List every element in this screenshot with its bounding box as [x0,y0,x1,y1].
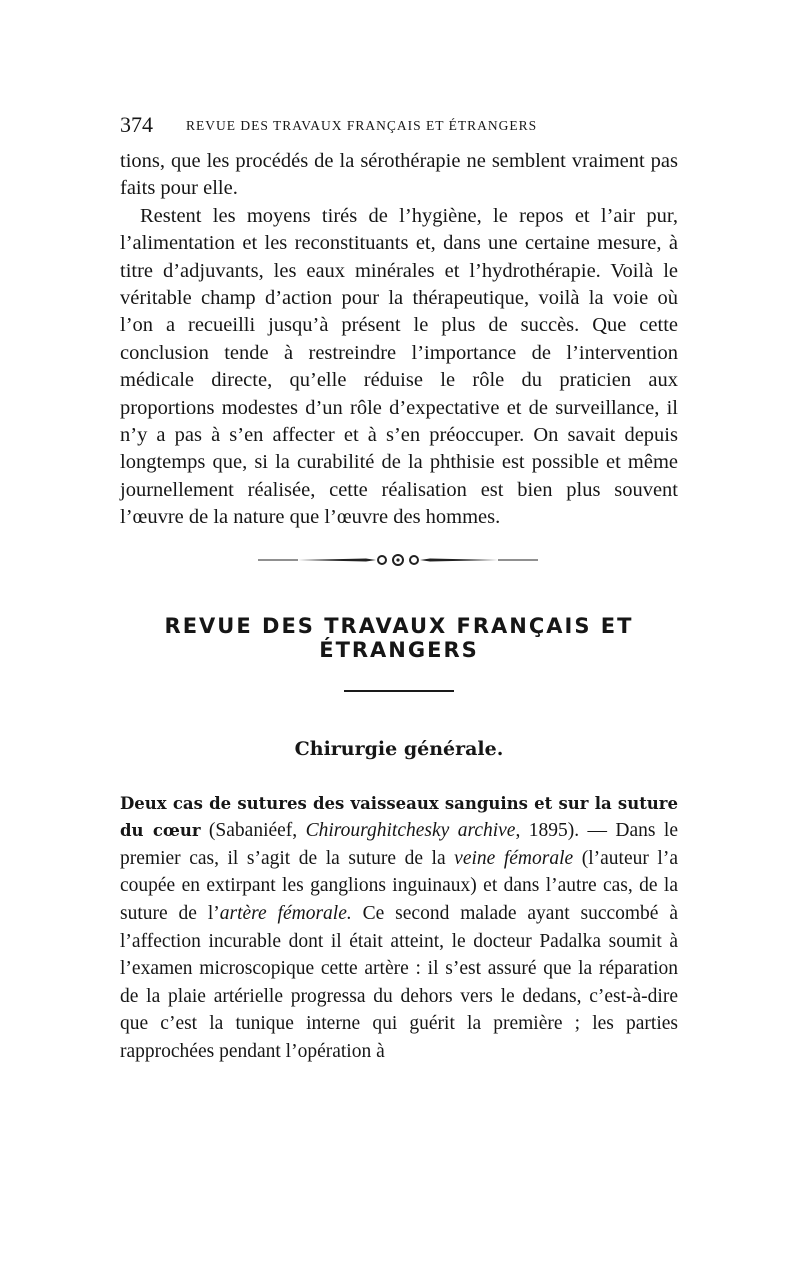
subsection-title: Chirurgie générale. [294,737,504,760]
running-head: REVUE DES TRAVAUX FRANÇAIS ET ÉTRANGERS [186,118,538,133]
ornamental-divider [120,552,678,568]
ornament-flourish-icon [258,552,538,568]
entry-text-1: , 1895). — Dans le premier cas, il s’agit de la suture de la [120,820,678,869]
section-rule [344,690,454,692]
section-title: REVUE DES TRAVAUX FRANÇAIS ET ÉTRANGERS [164,613,634,662]
entry-text-2: (l’auteur l’a coupée en extirpant les ganglions inguinaux) et dans l’autre cas, de la suture de l’ [120,847,678,925]
entry-term-veine: veine fémorale [454,847,574,869]
page-number: 374 [120,112,153,137]
entry-author: (Sabaniéef, [200,820,306,842]
entry-text-3: Ce second malade ayant succombé à l’affection incurable dont il était atteint, le docteur Padalka soumit à l’examen microscopique cette artère : il s’est assuré que la réparation de la plaie artérielle progressa du dehors vers le dedans, c’est-à-dire que c’est la tunique interne qui guérit la première ; les parties rapprochées pendant l’opération à [120,903,678,1063]
page-header [120,112,678,148]
book-page [120,112,678,1066]
paragraph-conclusion: Restent les moyens tirés de l’hygiène, le repos et l’air pur, l’alimentation et les reconstituants et, dans une certaine mesure, à titre d’adjuvants, les eaux minérales et l’hydrothérapie. Voilà le véritable champ d’action pour la thérapeutique, voilà la voie où l’on a recueilli jusqu’à présent le plus de succès. Que cette conclusion tende à restreindre l’importance de l’intervention médicale directe, qu’elle réduise le rôle du praticien aux proportions modestes d’un rôle d’expectative et de surveillance, il n’y a pas à s’en affecter et à s’en préoccuper. On savait depuis longtemps que, si la curabilité de la phthisie est possible et même journellement réalisée, cette réalisation est bien plus souvent l’œuvre de la nature que l’œuvre des hommes. [120,204,678,529]
entry-journal: Chirourghitchesky archive [305,820,516,842]
paragraph-continuation: tions, que les procédés de la sérothérapie ne semblent vraiment pas faits pour elle. [120,150,678,200]
entry-term-artere: artère fémorale. [219,903,352,925]
review-entry [120,790,678,1066]
entry-title: Deux cas de sutures des vaisseaux sanguins et sur la suture du cœur [120,793,678,841]
